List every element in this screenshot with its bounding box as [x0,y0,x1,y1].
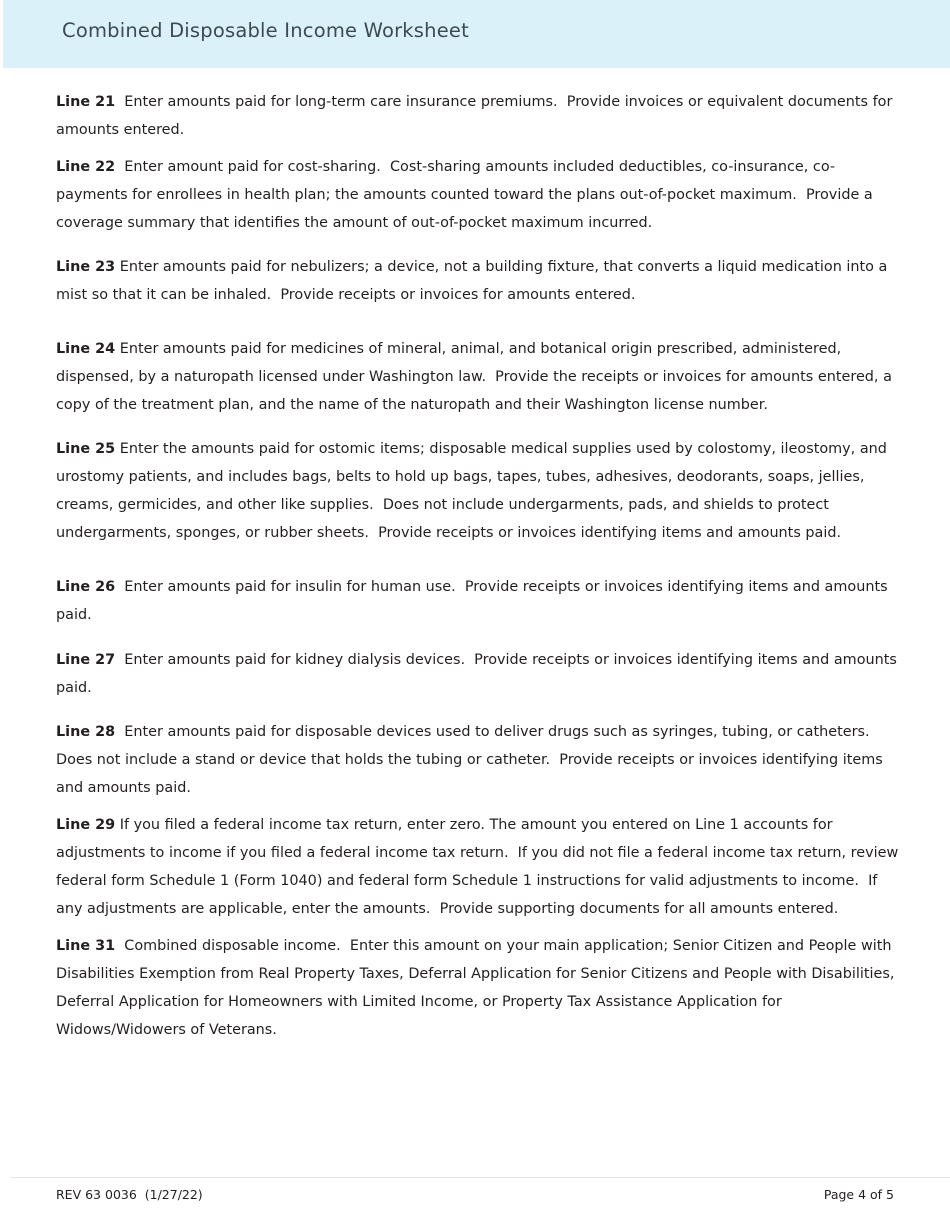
line-23-instruction [56,253,904,309]
line-29-label: Line 29 [56,817,116,833]
line-24-text: Enter amounts paid for medicines of mineral, animal, and botanical origin prescribed, administered, dispensed, by a naturopath licensed under Washington law. Provide the receipts or invoices for amounts entered, a copy of the treatment plan, and the name of the naturopath and their Washington license number. [56,341,897,413]
line-31-text: Combined disposable income. Enter this amount on your main application; Senior Citizen and People with Disabilities Exemption from Real Property Taxes, Deferral Application for Senior Citizens and People with Disabilities, Deferral Application for Homeowners with Limited Income, or Property Tax Assistance Application for Widows/Widowers of Veterans. [56,938,899,1038]
line-25-instruction [56,435,904,547]
line-23-label: Line 23 [56,259,116,275]
line-21-text: Enter amounts paid for long-term care insurance premiums. Provide invoices or equivalent documents for amounts entered. [56,94,897,138]
line-23-text: Enter amounts paid for nebulizers; a device, not a building fixture, that converts a liquid medication into a mist so that it can be inhaled. Provide receipts or invoices for amounts entered. [56,259,892,303]
line-28-label: Line 28 [56,724,116,740]
line-24-instruction [56,335,904,419]
line-29-text: If you filed a federal income tax return, enter zero. The amount you entered on Line 1 accounts for adjustments to income if you filed a federal income tax return. If you did not file a federal income tax return, review federal form Schedule 1 (Form 1040) and federal form Schedule 1 instructions for valid adjustments to income. If any adjustments are applicable, enter the amounts. Provide supporting documents for all amounts entered. [56,817,903,917]
line-25-label: Line 25 [56,441,116,457]
line-26-label: Line 26 [56,579,116,595]
line-22-label: Line 22 [56,159,116,175]
line-31-instruction [56,932,904,1044]
footer-divider [10,1177,950,1178]
line-28-text: Enter amounts paid for disposable devices used to deliver drugs such as syringes, tubing, or catheters. Does not include a stand or device that holds the tubing or catheter. Provide receipts or invoices identifying items and amounts paid. [56,724,888,796]
line-27-text: Enter amounts paid for kidney dialysis devices. Provide receipts or invoices identifying items and amounts paid. [56,652,902,696]
line-25-text: Enter the amounts paid for ostomic items; disposable medical supplies used by colostomy, ileostomy, and urostomy patients, and includes bags, belts to hold up bags, tapes, tubes, adhesives, deodorants, soaps, jellies, creams, germicides, and other like supplies. Does not include undergarments, pads, and shields to protect undergarments, sponges, or rubber sheets. Provide receipts or invoices identifying items and amounts paid. [56,441,892,541]
line-21-instruction [56,88,904,144]
form-id: REV 63 0036 (1/27/22) [56,1187,203,1202]
line-27-label: Line 27 [56,652,116,668]
line-22-text: Enter amount paid for cost-sharing. Cost-sharing amounts included deductibles, co-insurance, co-payments for enrollees in health plan; the amounts counted toward the plans out-of-pocket maximum. Provide a coverage summary that identifies the amount of out-of-pocket maximum incurred. [56,159,878,231]
page-number: Page 4 of 5 [823,1187,894,1202]
header-band [3,0,950,68]
page-title: Combined Disposable Income Worksheet [62,19,469,42]
line-22-instruction [56,153,904,237]
line-21-label: Line 21 [56,94,116,110]
line-24-label: Line 24 [56,341,116,357]
line-26-instruction [56,573,904,629]
line-26-text: Enter amounts paid for insulin for human use. Provide receipts or invoices identifying items and amounts paid. [56,579,893,623]
line-27-instruction [56,646,904,702]
line-31-label: Line 31 [56,938,116,954]
instructions-body [56,88,904,1044]
line-28-instruction [56,718,904,802]
line-29-instruction [56,811,904,923]
